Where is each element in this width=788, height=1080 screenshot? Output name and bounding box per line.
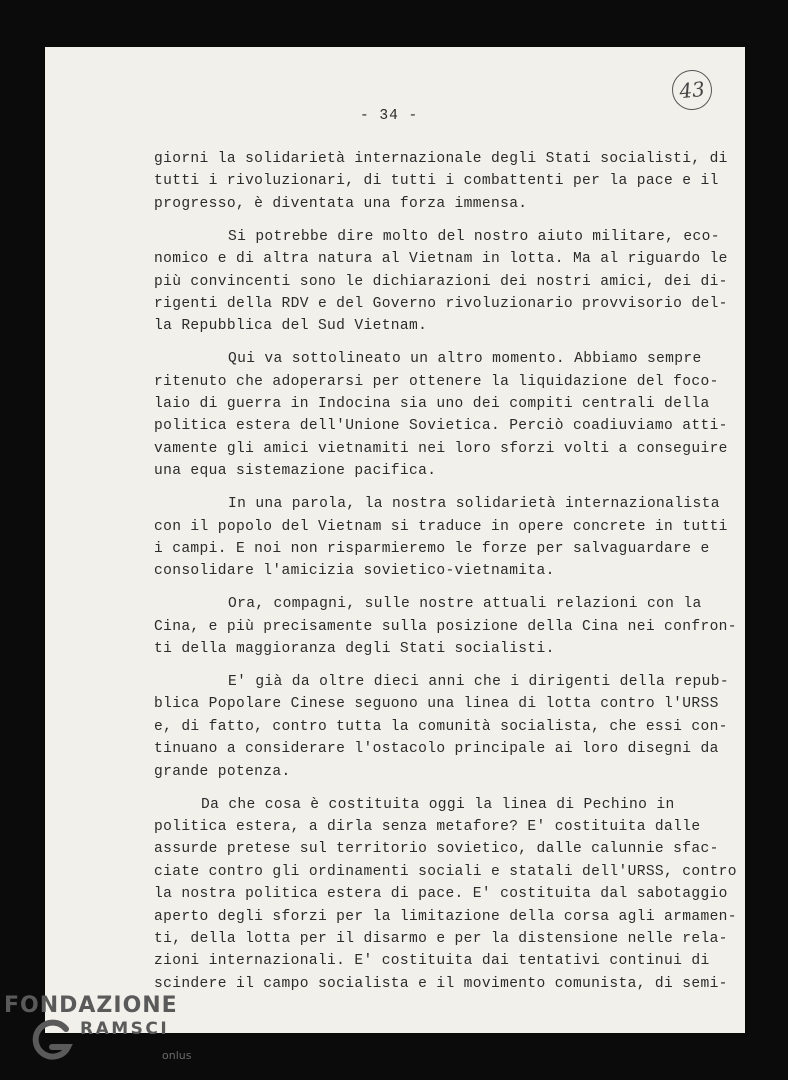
text-line: assurde pretese sul territorio sovietico, dalle calunnie sfac- bbox=[154, 841, 719, 858]
text-line: vamente gli amici vietnamiti nei loro sforzi volti a conseguire bbox=[154, 440, 728, 457]
text-line: consolidare l'amicizia sovietico-vietnamita. bbox=[154, 563, 555, 580]
archive-page-number: 43 bbox=[670, 68, 714, 112]
logo-line-2: RAMSCI bbox=[80, 1019, 170, 1039]
text-line: progresso, è diventata una forza immensa. bbox=[154, 195, 528, 212]
text-line: politica estera, a dirla senza metafore? E' costituita dalle bbox=[154, 818, 701, 835]
text-line: e, di fatto, contro tutta la comunità socialista, che essi con- bbox=[154, 718, 728, 735]
paragraph bbox=[154, 671, 729, 783]
text-line: una equa sistemazione pacifica. bbox=[154, 463, 437, 480]
text-line: tinuano a considerare l'ostacolo principale ai loro disegni da bbox=[154, 741, 719, 758]
text-line: con il popolo del Vietnam si traduce in opere concrete in tutti bbox=[154, 518, 728, 535]
text-line: Da che cosa è costituita oggi la linea di Pechino in bbox=[201, 796, 675, 813]
text-line: ritenuto che adoperarsi per ottenere la liquidazione del foco- bbox=[154, 373, 719, 390]
text-line: scindere il campo socialista e il movimento comunista, di semi- bbox=[154, 975, 728, 992]
text-line: aperto degli sforzi per la limitazione della corsa agli armamen- bbox=[154, 908, 737, 925]
paragraph bbox=[154, 794, 737, 996]
document-body bbox=[154, 148, 737, 1006]
text-line: rigenti della RDV e del Governo rivoluzionario provvisorio del- bbox=[154, 295, 728, 312]
text-line: più convincenti sono le dichiarazioni dei nostri amici, dei di- bbox=[154, 273, 728, 290]
text-line: grande potenza. bbox=[154, 763, 291, 780]
paragraph bbox=[154, 226, 728, 338]
fondazione-gramsci-logo bbox=[4, 993, 194, 1073]
text-line: ciate contro gli ordinamenti sociali e statali dell'URSS, contro bbox=[154, 863, 737, 880]
logo-line-3: onlus bbox=[162, 1049, 192, 1062]
logo-line-1: FONDAZIONE bbox=[4, 993, 178, 1018]
text-line: la nostra politica estera di pace. E' costituita dal sabotaggio bbox=[154, 886, 728, 903]
paragraph bbox=[154, 348, 728, 482]
logo-g-icon bbox=[30, 1017, 74, 1061]
text-line: zioni internazionali. E' costituita dai tentativi continui di bbox=[154, 953, 710, 970]
paragraph bbox=[154, 493, 728, 583]
text-line: politica estera dell'Unione Sovietica. Perciò coadiuviamo atti- bbox=[154, 418, 728, 435]
paragraph bbox=[154, 593, 737, 660]
text-line: blica Popolare Cinese seguono una linea di lotta contro l'URSS bbox=[154, 696, 719, 713]
text-line: Ora, compagni, sulle nostre attuali relazioni con la bbox=[228, 596, 702, 613]
paragraph bbox=[154, 148, 728, 215]
text-line: Si potrebbe dire molto del nostro aiuto militare, eco- bbox=[228, 228, 720, 245]
text-line: tutti i rivoluzionari, di tutti i combattenti per la pace e il bbox=[154, 173, 719, 190]
text-line: giorni la solidarietà internazionale degli Stati socialisti, di bbox=[154, 151, 728, 167]
text-line: ti, della lotta per il disarmo e per la distensione nelle rela- bbox=[154, 931, 728, 947]
text-line: Qui va sottolineato un altro momento. Abbiamo sempre bbox=[228, 351, 702, 368]
text-line: E' già da oltre dieci anni che i dirigenti della repub- bbox=[228, 674, 729, 691]
text-line: Cina, e più precisamente sulla posizione della Cina nei confron- bbox=[154, 618, 737, 635]
text-line: la Repubblica del Sud Vietnam. bbox=[154, 318, 428, 335]
text-line: i campi. E noi non risparmieremo le forze per salvaguardare e bbox=[154, 541, 710, 557]
text-line: In una parola, la nostra solidarietà internazionalista bbox=[228, 496, 720, 513]
text-line: nomico e di altra natura al Vietnam in lotta. Ma al riguardo le bbox=[154, 251, 728, 268]
text-line: laio di guerra in Indocina sia uno dei compiti centrali della bbox=[154, 396, 710, 413]
page-number: - 34 - bbox=[360, 108, 419, 124]
text-line: ti della maggioranza degli Stati socialisti. bbox=[154, 641, 555, 658]
